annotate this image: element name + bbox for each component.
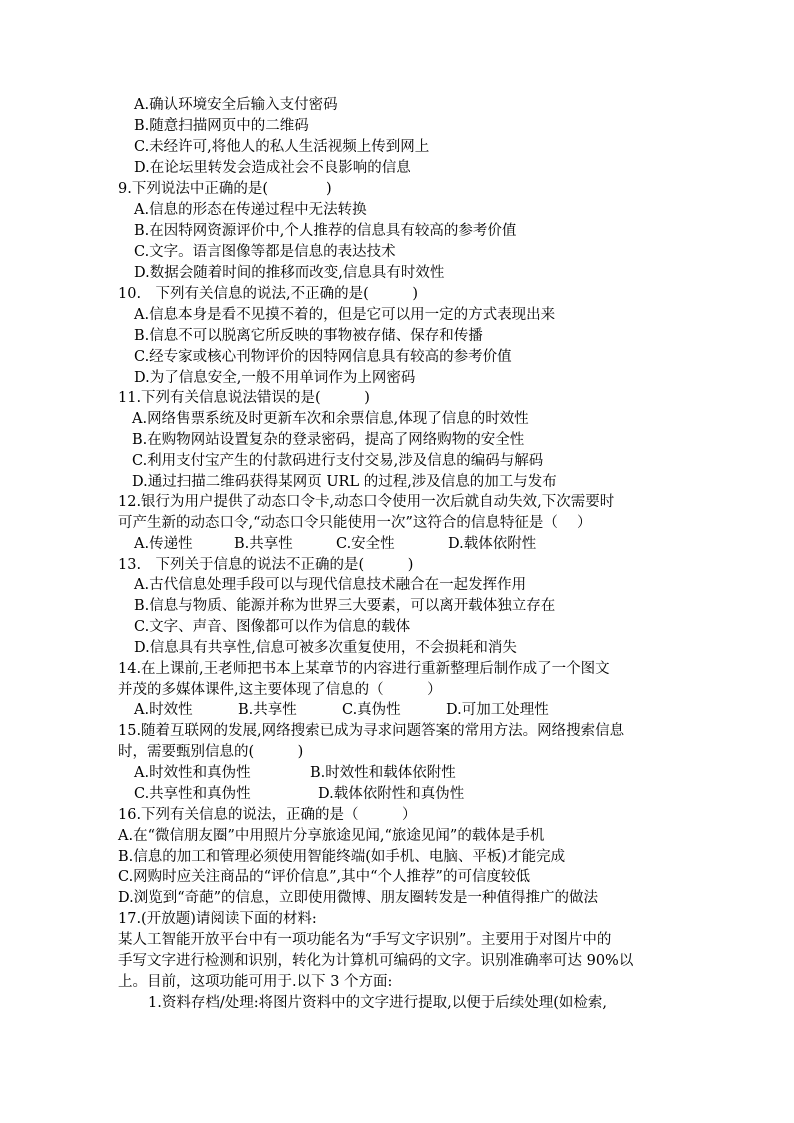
q9-option-d: D.数据会随着时间的推移而改变,信息具有时效性 xyxy=(134,265,445,281)
q15-option-d: D.载体依附性和真伪性 xyxy=(318,786,465,802)
q8-option-d: D.在论坛里转发会造成社会不良影响的信息 xyxy=(134,160,411,176)
q14-option-a: A.时效性 xyxy=(134,702,193,718)
q16-option-d: D.浏览到“奇葩”的信息，立即使用微博、朋友圈转发是一种值得推广的做法 xyxy=(118,890,599,906)
question-16: 16.下列有关信息的说法，正确的是（ ） xyxy=(118,807,417,823)
q11-option-a: A.网络售票系统及时更新车次和余票信息,体现了信息的时效性 xyxy=(132,411,529,427)
q10-option-a: A.信息本身是看不见摸不着的，但是它可以用一定的方式表现出来 xyxy=(134,307,556,323)
q10-option-b: B.信息不可以脱离它所反映的事物被存储、保存和传播 xyxy=(134,328,483,344)
q9-option-b: B.在因特网资源评价中,个人推荐的信息具有较高的参考价值 xyxy=(134,223,517,239)
q12-option-c: C.安全性 xyxy=(336,536,395,552)
q9-option-c: C.文字。语言图像等都是信息的表达技术 xyxy=(134,244,396,260)
q13-option-a: A.古代信息处理手段可以与现代信息技术融合在一起发挥作用 xyxy=(134,577,527,593)
q11-option-c: C.利用支付宝产生的付款码进行支付交易,涉及信息的编码与解码 xyxy=(132,453,544,469)
question-17: 17.(开放题)请阅读下面的材料: xyxy=(118,911,317,927)
q15-option-b: B.时效性和载体依附性 xyxy=(310,765,456,781)
q8-option-a: A.确认环境安全后输入支付密码 xyxy=(134,97,338,113)
q17-material-line-3: 上。目前，这项功能可用于.以下 3 个方面: xyxy=(118,974,393,990)
question-13: 13. 下列关于信息的说法不正确的是( ) xyxy=(118,557,414,573)
q16-option-c: C.网购时应关注商品的“评价信息”,其中“个人推荐”的可信度较低 xyxy=(118,869,530,885)
q13-option-d: D.信息具有共享性,信息可被多次重复使用，不会损耗和消失 xyxy=(134,640,517,656)
question-11: 11.下列有关信息说法错误的是( ) xyxy=(118,390,370,406)
question-12-line-1: 12.银行为用户提供了动态口令卡,动态口令使用一次后就自动失效,下次需要时 xyxy=(118,494,615,510)
q14-option-c: C.真伪性 xyxy=(342,702,401,718)
q12-option-b: B.共享性 xyxy=(234,536,293,552)
question-14-line-2: 并茂的多媒体课件,这主要体现了信息的（ ） xyxy=(118,682,442,698)
q8-option-b: B.随意扫描网页中的二维码 xyxy=(134,118,309,134)
q12-option-d: D.载体依附性 xyxy=(448,536,537,552)
q17-item-1: 1.资料存档/处理:将图片资料中的文字进行提取,以便于后续处理(如检索, xyxy=(148,995,607,1011)
q15-options-row-1 xyxy=(134,763,456,783)
question-15-line-2: 时，需要甄别信息的( ) xyxy=(118,744,304,760)
q13-option-c: C.文字、声音、图像都可以作为信息的载体 xyxy=(134,619,411,635)
q17-material-line-2: 手写文字进行检测和识别，转化为计算机可编码的文字。识别准确率可达 90%以 xyxy=(118,953,634,969)
q9-option-a: A.信息的形态在传递过程中无法转换 xyxy=(134,202,367,218)
q11-option-d: D.通过扫描二维码获得某网页 URL 的过程,涉及信息的加工与发布 xyxy=(132,474,557,490)
question-14-line-1: 14.在上课前,王老师把书本上某章节的内容进行重新整理后制作成了一个图文 xyxy=(118,661,610,677)
q15-option-c: C.共享性和真伪性 xyxy=(134,786,251,802)
q14-option-b: B.共享性 xyxy=(238,702,297,718)
q17-material-line-1: 某人工智能开放平台中有一项功能名为“手写文字识别”。主要用于对图片中的 xyxy=(118,932,612,948)
q14-option-d: D.可加工处理性 xyxy=(446,702,549,718)
q12-option-a: A.传递性 xyxy=(134,536,193,552)
q15-options-row-2 xyxy=(134,784,464,804)
question-9: 9.下列说法中正确的是( ) xyxy=(118,181,332,197)
q8-option-c: C.未经许可,将他人的私人生活视频上传到网上 xyxy=(134,139,430,155)
q14-options xyxy=(134,700,549,720)
q16-option-b: B.信息的加工和管理必须使用智能终端(如手机、电脑、平板)才能完成 xyxy=(118,849,566,865)
q11-option-b: B.在购物网站设置复杂的登录密码，提高了网络购物的安全性 xyxy=(132,432,525,448)
question-12-line-2: 可产生新的动态口令,“动态口令只能使用一次”这符合的信息特征是（ ） xyxy=(118,515,592,531)
q10-option-c: C.经专家或核心刊物评价的因特网信息具有较高的参考价值 xyxy=(134,349,512,365)
q15-option-a: A.时效性和真伪性 xyxy=(134,765,251,781)
q13-option-b: B.信息与物质、能源并称为世界三大要素，可以离开载体独立存在 xyxy=(134,598,556,614)
q16-option-a: A.在“微信朋友圈”中用照片分享旅途见闻,“旅途见闻”的载体是手机 xyxy=(118,828,545,844)
question-15-line-1: 15.随着互联网的发展,网络搜索已成为寻求问题答案的常用方法。网络搜索信息 xyxy=(118,723,625,739)
question-10: 10. 下列有关信息的说法,不正确的是( ) xyxy=(118,286,418,302)
q10-option-d: D.为了信息安全,一般不用单词作为上网密码 xyxy=(134,370,416,386)
q12-options xyxy=(134,534,536,554)
